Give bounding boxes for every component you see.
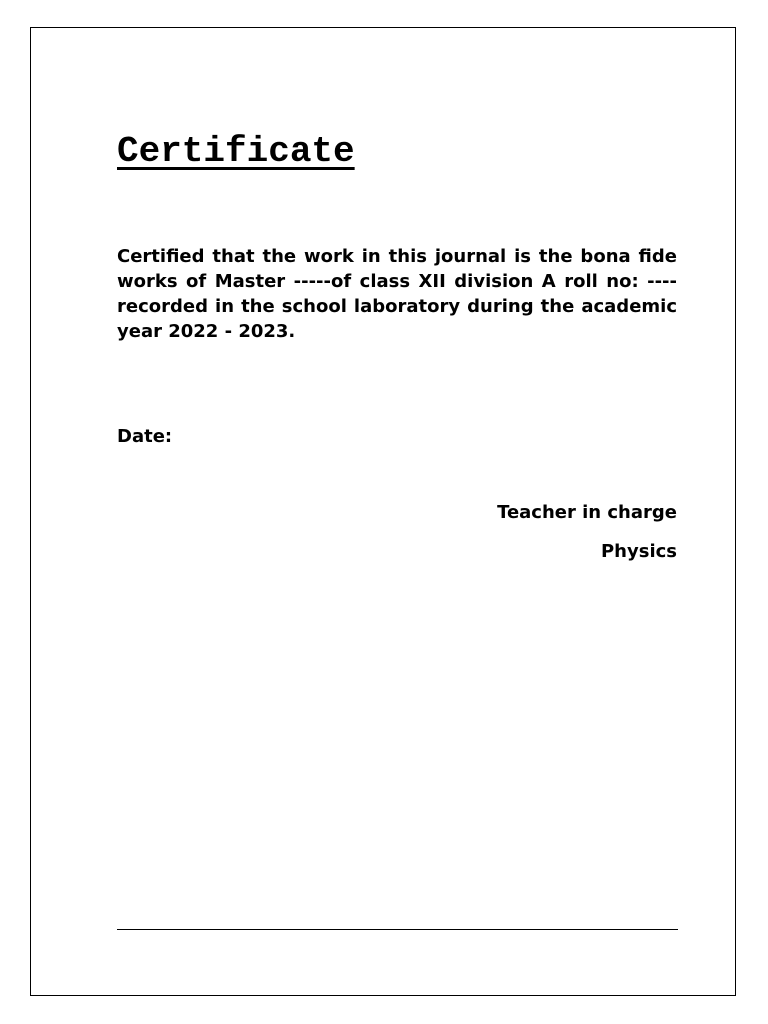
- certificate-page: [30, 27, 736, 996]
- certificate-statement: Certified that the work in this journal is the bona fide works of Master -----of class XII division A roll no: ---- recorded in the school laboratory during the academic year 2022 - 2023.: [117, 246, 677, 342]
- certificate-title: Certificate: [117, 131, 355, 172]
- date-label: Date:: [117, 426, 173, 447]
- footer-divider: [117, 929, 678, 930]
- teacher-in-charge-label: Teacher in charge: [497, 502, 677, 523]
- department-label: Physics: [600, 541, 677, 562]
